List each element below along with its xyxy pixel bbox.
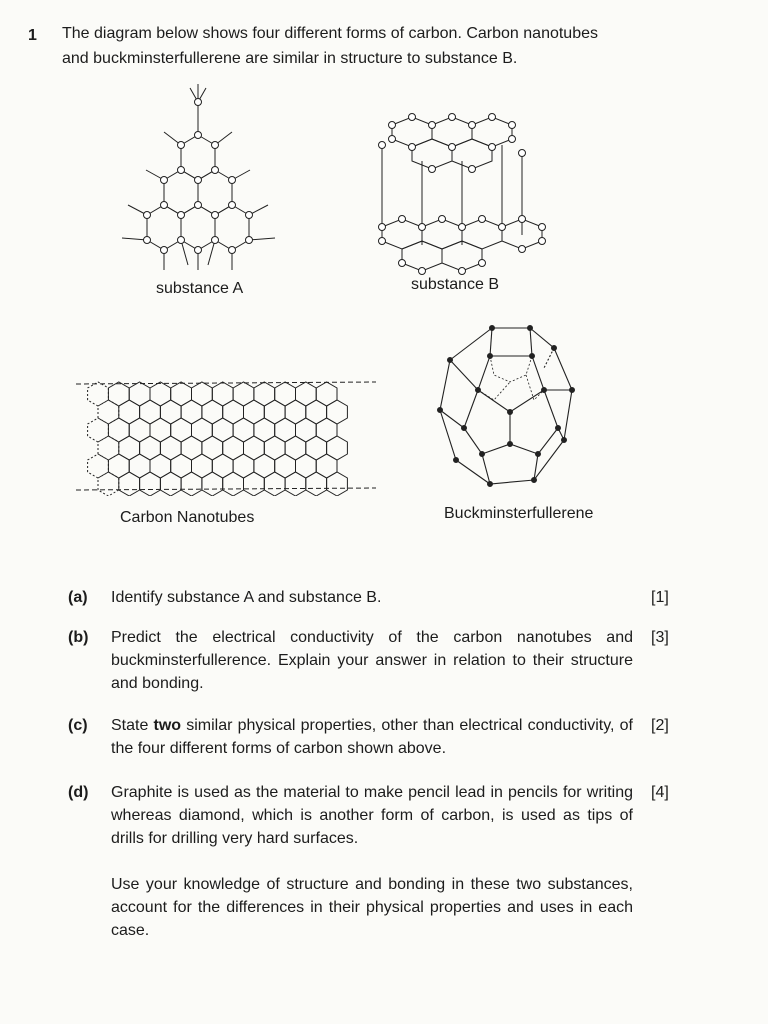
nanotube-hexagon [171,418,192,442]
substance-b-diagram [372,105,552,275]
nanotube-hexagon [212,454,233,478]
nanotube-hexagon [244,436,265,460]
nanotube-hexagon [108,418,129,442]
nanotube-hexagon [129,382,150,406]
nanotube-hexagon [316,418,337,442]
nanotube-hexagon [223,472,244,496]
nanotube-hexagon [254,418,275,442]
nanotube-hexagon [140,472,161,496]
part-a-marks: [1] [651,589,669,606]
nanotube-hexagon [244,400,265,424]
nanotube-hexagon [192,454,213,478]
nanotube-hexagon [254,454,275,478]
nanotube-hexagon [275,454,296,478]
nanotube-hexagon [150,418,171,442]
nanotube-hexagon [140,436,161,460]
part-c [68,714,688,762]
nanotube-hexagon [108,454,129,478]
nanotube-hexagon [88,454,109,478]
part-d-text-2: Use your knowledge of structure and bonding in these two substances, account for the differences in their physical properties and uses in each case. [111,876,633,939]
question-intro: The diagram below shows four different forms of carbon. Carbon nanotubes and buckminsterfullerene are similar in structure to substance B. [62,25,598,67]
part-b-text: Predict the electrical conductivity of the carbon nanotubes and buckminsterfullerence. Explain your answer in relation to their structure and bonding. [111,629,633,692]
nanotube-hexagon [316,382,337,406]
part-d-text: Graphite is used as the material to make pencil lead in pencils for writing whereas diamond, which is another form of carbon, is used as tips of drills for drilling very hard surfaces. [111,784,633,847]
nanotube-hexagon [202,436,223,460]
part-d-label: (d) [68,784,89,801]
nanotube-hexagon [275,418,296,442]
nanotube-hexagon [233,382,254,406]
nanotube-hexagon [88,418,109,442]
nanotube-hexagon [129,418,150,442]
nanotube-hexagon [223,436,244,460]
nanotube-hexagon [264,400,285,424]
nanotube-hexagon [296,382,317,406]
nanotube-hexagon [129,454,150,478]
part-a-text: Identify substance A and substance B. [111,589,382,606]
part-b-label: (b) [68,629,89,646]
part-c-marks: [2] [651,717,669,734]
nanotube-hexagon [119,472,140,496]
nanotube-hexagon [212,418,233,442]
nanotube-hexagon [181,400,202,424]
nanotube-hexagon [264,436,285,460]
nanotube-hexagon [306,400,327,424]
nanotube-hexagon [254,382,275,406]
nanotube-hexagon [160,400,181,424]
nanotube-hexagon [171,382,192,406]
nanotube-hexagon [264,472,285,496]
part-d [68,781,688,951]
nanotube-hexagon [98,472,119,496]
nanotube-hexagon [192,382,213,406]
nanotube-hexagon [223,400,244,424]
nanotube-hexagon [212,382,233,406]
buckminsterfullerene-caption: Buckminsterfullerene [444,505,594,522]
nanotube-hexagon [119,400,140,424]
nanotube-hexagon [160,472,181,496]
question-number: 1 [28,27,37,44]
nanotube-hexagon [192,418,213,442]
nanotube-hexagon [285,400,306,424]
nanotube-hexagon [233,418,254,442]
nanotube-hexagon [150,454,171,478]
nanotube-hexagon [181,436,202,460]
nanotube-hexagon [202,400,223,424]
nanotube-hexagon [275,382,296,406]
part-c-text-emphasis: two [153,717,182,734]
nanotube-hexagon [140,400,161,424]
nanotube-hexagon [306,472,327,496]
nanotube-hexagon [296,418,317,442]
nanotube-hexagon [233,454,254,478]
nanotube-hexagon [296,454,317,478]
nanotube-hexagon [285,472,306,496]
nanotube-hexagon [244,472,265,496]
nanotube-hexagon [108,382,129,406]
nanotube-hexagon [160,436,181,460]
nanotube-hexagon [327,472,348,496]
part-c-text-post: similar physical properties, other than electrical conductivity, of the four different forms of carbon shown above. [111,717,633,757]
part-c-text [111,714,633,760]
nanotube-hexagon [171,454,192,478]
nanotube-hexagon [285,436,306,460]
nanotube-hexagon [150,382,171,406]
nanotube-hexagon [119,436,140,460]
part-b-marks: [3] [651,629,669,646]
part-c-label: (c) [68,717,88,734]
nanotube-hexagon [181,472,202,496]
part-a-label: (a) [68,589,88,606]
nanotube-hexagon [327,400,348,424]
nanotube-hexagon [306,436,327,460]
nanotube-hexagon [88,382,109,406]
substance-b-caption: substance B [411,276,500,293]
nanotube-hexagon [98,400,119,424]
nanotube-hexagon [327,436,348,460]
nanotube-hexagon [316,454,337,478]
substance-a-diagram [110,80,300,280]
part-a [68,586,688,610]
part-c-text-pre: State [111,717,154,734]
buckminsterfullerene-diagram [434,320,594,495]
part-b [68,626,688,698]
nanotube-hexagon [202,472,223,496]
substance-a-caption: substance A [156,280,244,297]
nanotubes-caption: Carbon Nanotubes [120,509,255,526]
part-d-marks: [4] [651,784,669,801]
nanotube-hexagon [98,436,119,460]
nanotubes-diagram [74,378,378,496]
